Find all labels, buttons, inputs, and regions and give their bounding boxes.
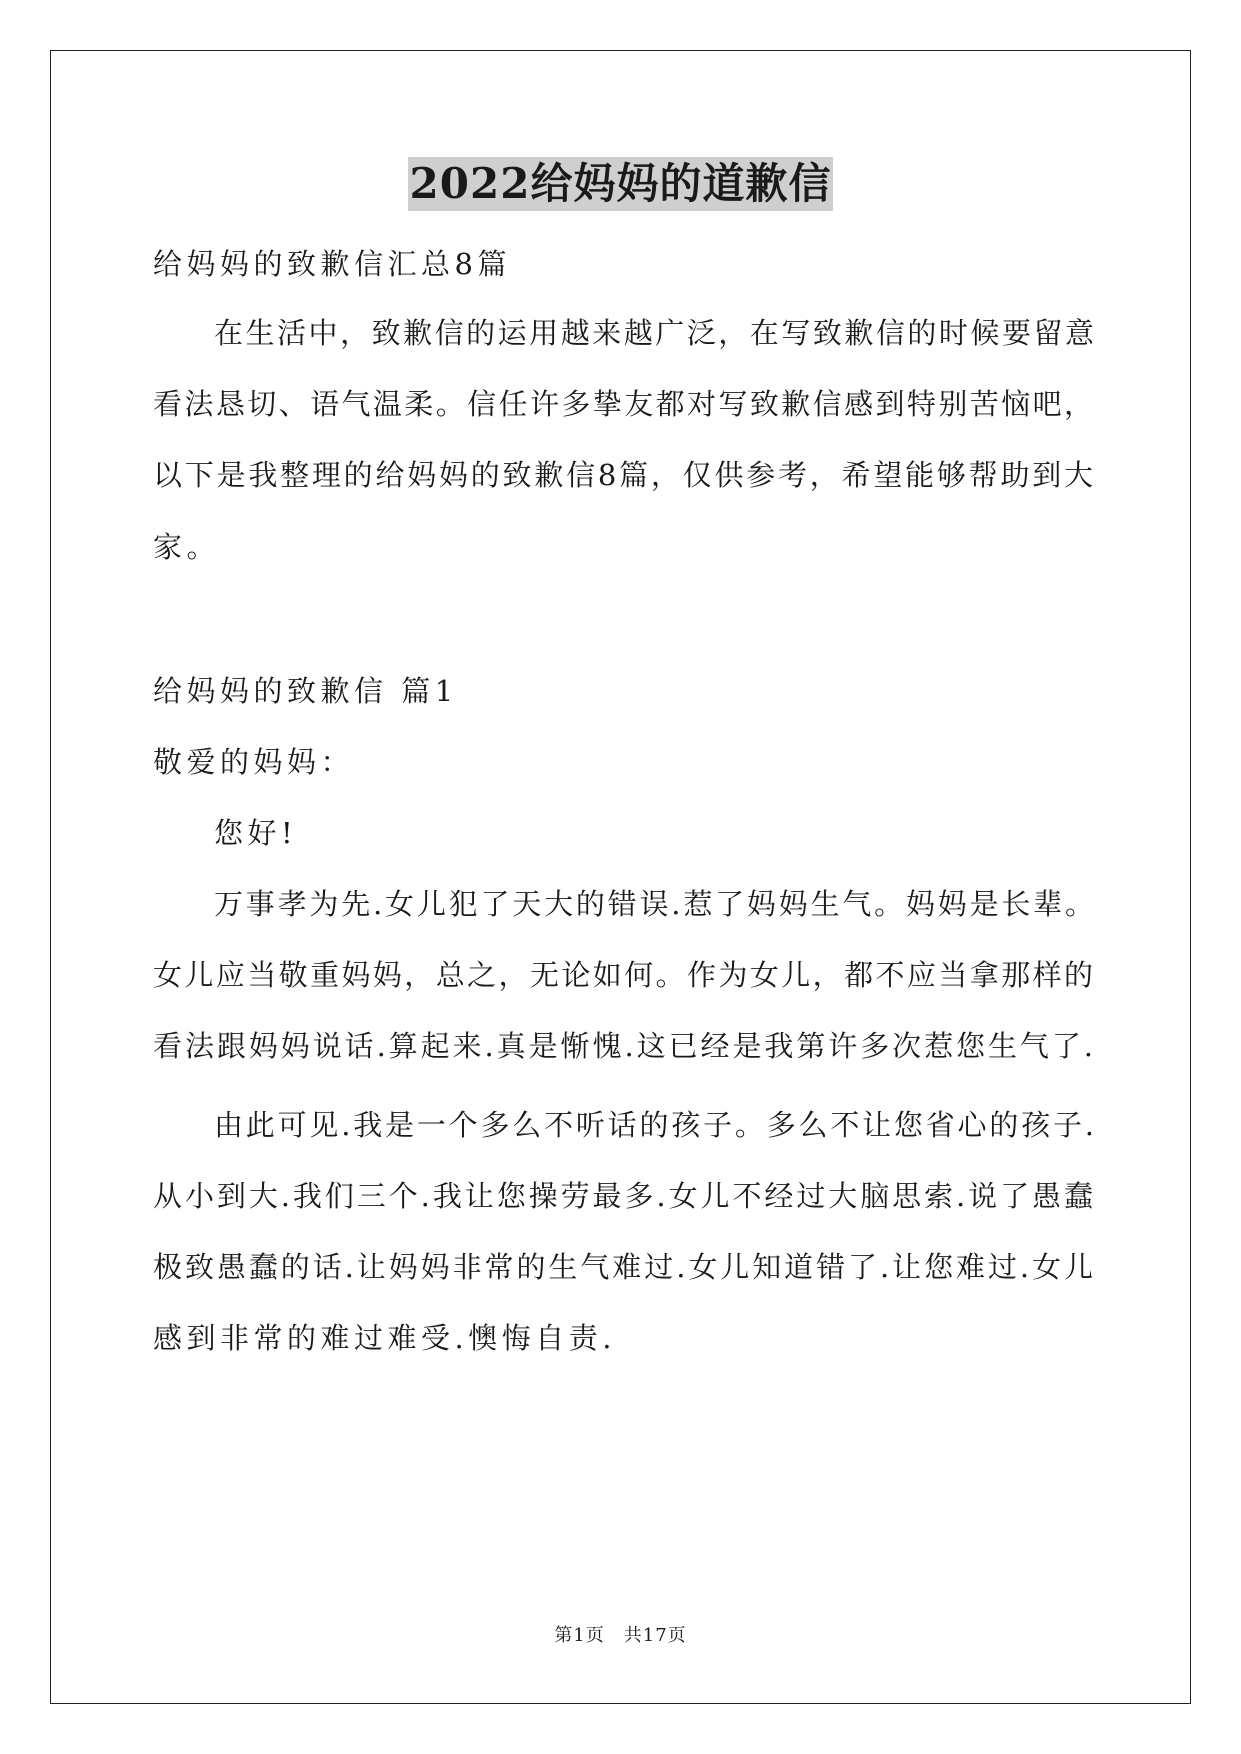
page-border [50,50,1191,1704]
salutation: 敬爱的妈妈： [153,745,355,779]
document-subtitle: 给妈妈的致歉信汇总8篇 [153,247,511,281]
para2-line-1: 由此可见.我是一个多么不听话的孩子。多么不让您省心的孩子. [214,1108,1094,1142]
intro-line-1: 在生活中，致歉信的运用越来越广泛，在写致歉信的时候要留意 [214,316,1094,350]
para2-line-4: 感到非常的难过难受.懊悔自责. [153,1321,616,1355]
title-container [0,157,1241,211]
para2-line-3: 极致愚蠢的话.让妈妈非常的生气难过.女儿知道错了.让您难过.女儿 [153,1250,1093,1284]
document-title: 2022给妈妈的道歉信 [408,157,834,211]
para1-line-1: 万事孝为先.女儿犯了天大的错误.惹了妈妈生气。妈妈是长辈。 [214,887,1094,921]
greeting: 您好! [214,816,298,850]
intro-line-4: 家。 [153,530,221,564]
para2-line-2: 从小到大.我们三个.我让您操劳最多.女儿不经过大脑思索.说了愚蠢 [153,1179,1093,1213]
page-indicator: 第1页 共17页 [554,1625,687,1646]
section-heading: 给妈妈的致歉信 篇1 [153,674,458,708]
para1-line-3: 看法跟妈妈说话.算起来.真是惭愧.这已经是我第许多次惹您生气了. [153,1029,1093,1063]
intro-line-3: 以下是我整理的给妈妈的致歉信8篇，仅供参考，希望能够帮助到大 [153,458,1093,492]
para1-line-2: 女儿应当敬重妈妈，总之，无论如何。作为女儿，都不应当拿那样的 [153,958,1093,992]
intro-line-2: 看法恳切、语气温柔。信任许多挚友都对写致歉信感到特别苦恼吧， [153,387,1093,421]
